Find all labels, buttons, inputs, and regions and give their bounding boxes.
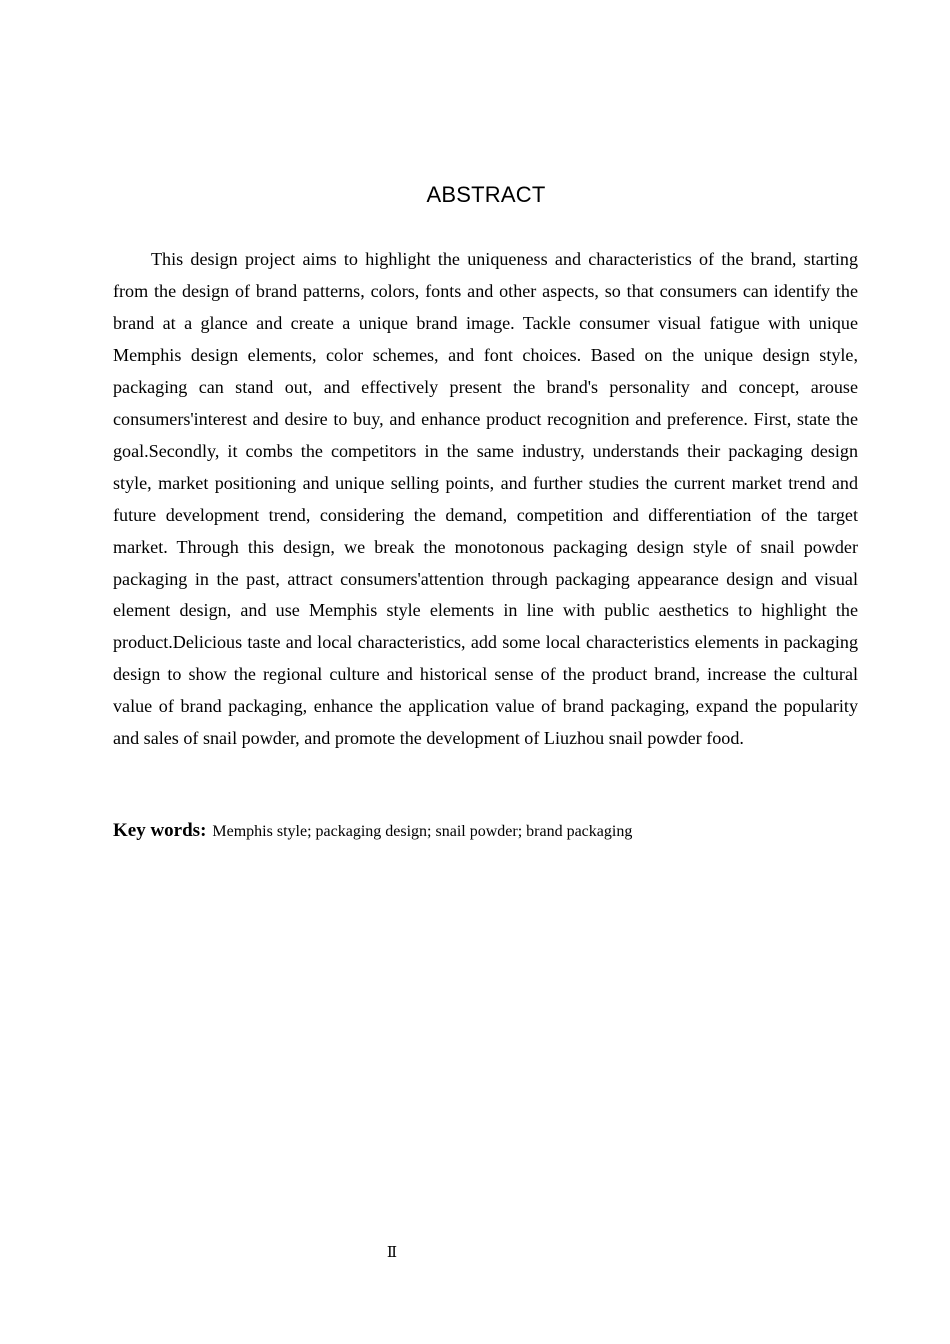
keywords-value: Memphis style; packaging design; snail powder; brand packaging xyxy=(212,823,633,840)
abstract-title: ABSTRACT xyxy=(426,182,546,207)
abstract-body: This design project aims to highlight the uniqueness and characteristics of the brand, starting from the design of brand patterns, colors, fonts and other aspects, so that consumers can identify the brand at a glance and create a unique brand image. Tackle consumer visual fatigue with unique Memphis design elements, color schemes, and font choices. Based on the unique design style, packaging can stand out, and effectively present the brand's personality and concept, arouse consumers'interest and desire to buy, and enhance product recognition and preference. First, state the goal.Secondly, it combs the competitors in the same industry, understands their packaging design style, market positioning and unique selling points, and further studies the current market trend and future development trend, considering the demand, competition and differentiation of the target market. Through this design, we break the monotonous packaging design style of snail powder packaging in the past, attract consumers'attention through packaging appearance design and visual element design, and use Memphis style elements in line with public aesthetics to highlight the product.Delicious taste and local characteristics, add some local characteristics elements in packaging design to show the regional culture and historical sense of the product brand, increase the cultural value of brand packaging, enhance the application value of brand packaging, expand the popularity and sales of snail powder, and promote the development of Liuzhou snail powder food. xyxy=(113,249,858,749)
page-number: Ⅱ xyxy=(386,1245,398,1261)
keywords-line xyxy=(113,820,858,842)
keywords-label: Key words: xyxy=(113,820,207,841)
